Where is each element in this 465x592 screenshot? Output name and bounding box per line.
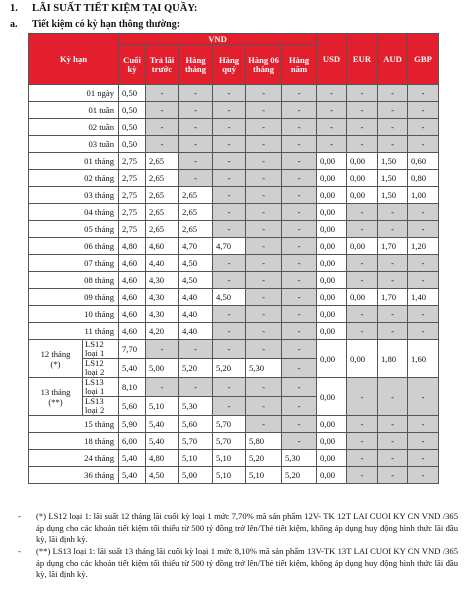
rate-cell: 2,75 [119,221,146,238]
table-row [29,323,439,340]
rate-cell: - [282,85,317,102]
term-label: 01 tháng [29,153,119,170]
rate-cell: 7,70 [119,340,146,359]
rate-cell: - [213,187,246,204]
rate-cell: 6,00 [119,433,146,450]
rate-cell: - [282,102,317,119]
term-label: 11 tháng [29,323,119,340]
term-label: 02 tuần [29,119,119,136]
rate-cell: 2,75 [119,204,146,221]
rate-cell: 0,00 [317,187,347,204]
table-row [29,467,439,484]
rate-cell: - [282,378,317,397]
rate-cell: - [408,306,439,323]
table-row [29,433,439,450]
rate-cell: 0,50 [119,102,146,119]
rate-cell: 4,70 [213,238,246,255]
rate-cell: - [246,238,282,255]
rate-cell: 4,60 [119,289,146,306]
table-row [29,340,439,359]
vnd-col-header: Hàng 06 tháng [246,45,282,85]
rate-cell: 5,40 [146,416,179,433]
eur-header: EUR [347,34,378,85]
rate-cell: 4,50 [146,467,179,484]
rate-cell: - [282,289,317,306]
rate-cell: - [347,204,378,221]
rate-cell: - [146,119,179,136]
rate-cell: - [282,397,317,416]
rate-cell: - [378,255,408,272]
rate-cell: 4,60 [119,255,146,272]
rate-cell: - [146,340,179,359]
rate-cell: 0,00 [347,153,378,170]
rate-cell: - [378,416,408,433]
rate-cell: 1,40 [408,289,439,306]
sub-term-label: LS12 loại 1 [83,340,119,359]
rate-cell: - [213,340,246,359]
rate-cell: 0,00 [317,272,347,289]
table-row [29,450,439,467]
term-label: 24 tháng [29,450,119,467]
term-label: 09 tháng [29,289,119,306]
rate-cell: - [347,467,378,484]
rate-cell: 0,60 [408,153,439,170]
rate-cell: - [408,433,439,450]
table-row [29,204,439,221]
term-label: 01 ngày [29,85,119,102]
rate-cell: - [408,119,439,136]
rate-cell: - [179,153,213,170]
rate-cell: - [347,136,378,153]
rate-cell: - [408,136,439,153]
rate-cell: 2,75 [119,153,146,170]
table-row [29,102,439,119]
rate-cell: 5,20 [246,450,282,467]
rate-cell: - [146,136,179,153]
rate-cell: - [246,416,282,433]
rate-cell: 0,00 [347,170,378,187]
rate-cell: - [317,102,347,119]
rate-cell: - [347,306,378,323]
rate-cell: - [408,204,439,221]
table-row [29,136,439,153]
rate-cell: 0,00 [317,416,347,433]
aud-header: AUD [378,34,408,85]
rate-cell: - [408,102,439,119]
rate-cell: - [246,306,282,323]
rate-cell: - [246,85,282,102]
rate-cell: - [317,119,347,136]
rate-cell: 4,30 [146,289,179,306]
rate-cell: - [408,255,439,272]
rate-cell: - [408,378,439,416]
rate-cell: - [378,433,408,450]
table-row [29,119,439,136]
rate-cell: - [347,323,378,340]
rate-cell: - [347,416,378,433]
rate-cell: - [378,204,408,221]
term-label: 07 tháng [29,255,119,272]
rate-cell: 4,40 [179,289,213,306]
rate-cell: - [282,323,317,340]
rate-cell: - [179,378,213,397]
rate-cell: - [213,153,246,170]
footnote-ls13: - (**) LS13 loại 1: lãi suất 13 tháng lãi cuối kỳ loại 1 mức 8,10% mã sản phẩm 13V-TK 13T LAI CUOI KY CN VND /365 áp dụng cho các khoản tiết kiệm tối thiểu từ 500 tỷ đồng trở lên/Thẻ tiết kiệm, không áp dụng huy động hình thức lãi đầu kỳ, lãi định kỳ. [18,546,458,579]
rate-cell: 4,70 [179,238,213,255]
rate-cell: - [347,119,378,136]
vnd-col-header: Hàng tháng [179,45,213,85]
rate-cell: 0,00 [317,153,347,170]
rate-cell: - [246,204,282,221]
rate-cell: 8,10 [119,378,146,397]
term-label: 36 tháng [29,467,119,484]
rate-cell: - [347,433,378,450]
rate-cell: - [179,340,213,359]
rate-cell: - [282,187,317,204]
rate-cell: - [347,255,378,272]
term-label: 03 tháng [29,187,119,204]
term-label: 01 tuần [29,102,119,119]
rate-cell: - [213,102,246,119]
rate-cell: 4,60 [119,272,146,289]
rate-cell: - [246,119,282,136]
rate-cell: - [378,136,408,153]
rate-cell: - [282,136,317,153]
rate-cell: - [213,378,246,397]
rate-cell: - [213,255,246,272]
rate-cell: - [378,221,408,238]
rate-cell: - [317,136,347,153]
rate-cell: - [179,102,213,119]
rate-cell: - [213,221,246,238]
rate-cell: 5,40 [146,433,179,450]
rate-cell: 5,40 [119,359,146,378]
sub-term-label: LS12 loại 2 [83,359,119,378]
rate-cell: 4,50 [179,272,213,289]
rate-cell: - [146,102,179,119]
rate-cell: - [378,119,408,136]
rate-cell: - [213,204,246,221]
table-row [29,238,439,255]
table-row [29,153,439,170]
term-header: Kỳ hạn [29,34,119,85]
table-row [29,306,439,323]
rate-cell: 5,20 [213,359,246,378]
rate-cell: - [213,170,246,187]
rate-cell: 5,10 [213,450,246,467]
rate-cell: - [246,102,282,119]
rate-cell: 0,00 [317,323,347,340]
rate-cell: 4,80 [146,450,179,467]
rate-cell: 4,60 [119,306,146,323]
rate-cell: 4,40 [179,306,213,323]
term-label: 18 tháng [29,433,119,450]
rate-cell: 2,65 [146,187,179,204]
term-label: 12 tháng (*) [29,340,83,378]
rate-cell: 0,00 [347,238,378,255]
rate-cell: - [246,187,282,204]
rate-cell: 2,65 [179,204,213,221]
rate-cell: - [213,272,246,289]
rate-cell: 1,20 [408,238,439,255]
table-row [29,255,439,272]
rate-cell: - [408,416,439,433]
rate-cell: 2,65 [146,153,179,170]
rate-cell: 0,00 [317,204,347,221]
interest-rate-table [28,33,439,484]
rate-cell: - [378,467,408,484]
rate-cell: - [213,323,246,340]
rate-cell: 5,20 [179,359,213,378]
rate-cell: - [282,170,317,187]
rate-cell: - [282,153,317,170]
rate-cell: - [347,378,378,416]
rate-cell: - [282,433,317,450]
rate-cell: 2,65 [146,221,179,238]
rate-cell: 1,50 [378,153,408,170]
rate-cell: 4,50 [179,255,213,272]
rate-cell: - [378,323,408,340]
rate-cell: - [408,85,439,102]
rate-cell: 5,90 [119,416,146,433]
usd-header: USD [317,34,347,85]
rate-cell: - [246,272,282,289]
rate-cell: - [282,359,317,378]
rate-cell: - [408,221,439,238]
rate-cell: - [282,255,317,272]
rate-cell: - [347,102,378,119]
rate-cell: 0,00 [317,378,347,416]
term-label: 02 tháng [29,170,119,187]
rate-cell: - [282,204,317,221]
rate-cell: 4,50 [213,289,246,306]
subsection-number: a. [10,19,18,30]
rate-cell: - [213,136,246,153]
rate-cell: 2,75 [119,187,146,204]
term-label: 05 tháng [29,221,119,238]
rate-cell: 2,65 [146,170,179,187]
rate-cell: - [179,136,213,153]
term-label: 13 tháng (**) [29,378,83,416]
rate-cell: 2,65 [146,204,179,221]
rate-cell: 0,00 [317,433,347,450]
rate-cell: 0,00 [347,187,378,204]
rate-cell: - [378,378,408,416]
rate-cell: 5,30 [179,397,213,416]
subsection-title: Tiết kiệm có kỳ hạn thông thường: [32,19,181,30]
vnd-col-header: Trả lãi trước [146,45,179,85]
vnd-header: VND [119,34,317,45]
vnd-col-header: Hàng năm [282,45,317,85]
rate-cell: - [146,85,179,102]
rate-cell: 0,00 [347,340,378,378]
rate-cell: - [179,170,213,187]
rate-cell: 1,80 [378,340,408,378]
term-label: 10 tháng [29,306,119,323]
subsection-heading [10,19,180,30]
rate-cell: - [246,221,282,238]
table-row [29,187,439,204]
rate-cell: - [282,272,317,289]
rate-cell: 5,10 [146,397,179,416]
rate-cell: 1,60 [408,340,439,378]
rate-cell: - [246,136,282,153]
rate-cell: 4,20 [146,323,179,340]
rate-cell: 4,80 [119,238,146,255]
rate-cell: 4,40 [179,323,213,340]
table-row [29,289,439,306]
rate-cell: - [246,255,282,272]
sub-term-label: LS13 loại 2 [83,397,119,416]
rate-cell: - [347,272,378,289]
table-row [29,170,439,187]
rate-cell: - [246,340,282,359]
rate-cell: 1,00 [408,187,439,204]
rate-cell: 0,00 [317,467,347,484]
rate-cell: 0,80 [408,170,439,187]
rate-cell: - [347,221,378,238]
term-label: 03 tuần [29,136,119,153]
rate-cell: 0,00 [317,221,347,238]
rate-cell: - [179,85,213,102]
rate-cell: 5,20 [282,467,317,484]
rate-cell: 5,70 [179,433,213,450]
footnote-ls12: - (*) LS12 loại 1: lãi suất 12 tháng lãi cuối kỳ loại 1 mức 7,70% mã sản phẩm 12V- TK 12T LAI CUOI KY CN VND /365 áp dụng cho các khoản tiết kiệm tối thiểu từ 500 tỷ đồng trở lên/Thẻ tiết kiệm, không áp dụng huy động hình thức lãi đầu kỳ, lãi định kỳ. [18,511,458,544]
rate-cell: - [378,306,408,323]
table-row [29,416,439,433]
term-label: 15 tháng [29,416,119,433]
rate-cell: - [408,450,439,467]
rate-cell: 5,30 [282,450,317,467]
rate-cell: - [408,323,439,340]
rate-cell: - [246,397,282,416]
rate-cell: 0,50 [119,85,146,102]
table-row [29,272,439,289]
rate-cell: 0,50 [119,136,146,153]
term-label: 08 tháng [29,272,119,289]
rate-cell: - [347,85,378,102]
rate-cell: - [282,340,317,359]
rate-cell: 5,70 [213,416,246,433]
rate-cell: - [146,378,179,397]
rate-cell: 2,65 [179,187,213,204]
rate-cell: 4,40 [146,255,179,272]
rate-cell: 5,40 [119,467,146,484]
rate-cell: 5,00 [179,467,213,484]
rate-cell: 0,00 [317,255,347,272]
rate-cell: - [282,119,317,136]
vnd-col-header: Cuối kỳ [119,45,146,85]
rate-cell: 2,75 [119,170,146,187]
rate-cell: 5,40 [119,450,146,467]
rate-cell: 1,50 [378,170,408,187]
section-heading [10,3,197,14]
rate-cell: - [378,102,408,119]
rate-cell: 5,60 [179,416,213,433]
rate-cell: 5,80 [246,433,282,450]
rate-cell: - [246,323,282,340]
section-number: 1. [10,3,18,14]
term-label: 06 tháng [29,238,119,255]
rate-cell: 0,00 [317,170,347,187]
rate-cell: - [282,221,317,238]
rate-cell: - [246,170,282,187]
table-row [29,85,439,102]
rate-cell: 5,00 [146,359,179,378]
rate-cell: 4,30 [146,306,179,323]
rate-cell: 5,10 [179,450,213,467]
rate-cell: - [213,306,246,323]
rate-cell: 0,00 [317,306,347,323]
rate-cell: 1,70 [378,289,408,306]
rate-cell: - [213,85,246,102]
sub-term-label: LS13 loại 1 [83,378,119,397]
rate-cell: 2,65 [179,221,213,238]
rate-cell: 4,60 [146,238,179,255]
rate-cell: 5,30 [246,359,282,378]
table-row [29,221,439,238]
rate-cell: - [378,272,408,289]
rate-cell: - [408,467,439,484]
rate-cell: 1,50 [378,187,408,204]
gbp-header: GBP [408,34,439,85]
rate-cell: - [282,416,317,433]
rate-cell: - [246,153,282,170]
rate-cell: 0,00 [317,340,347,378]
term-label: 04 tháng [29,204,119,221]
rate-cell: 4,60 [119,323,146,340]
rate-cell: - [246,289,282,306]
rate-cell: 0,50 [119,119,146,136]
rate-cell: - [347,450,378,467]
table-row [29,378,439,397]
rate-cell: 0,00 [317,289,347,306]
rate-cell: - [378,85,408,102]
rate-cell: - [213,119,246,136]
rate-cell: 0,00 [317,238,347,255]
rate-cell: 4,30 [146,272,179,289]
rate-cell: 0,00 [347,289,378,306]
rate-cell: 5,10 [213,467,246,484]
section-title: LÃI SUẤT TIẾT KIỆM TẠI QUẦY: [32,3,198,14]
rate-cell: 0,00 [317,450,347,467]
rate-cell: - [213,397,246,416]
rate-cell: 5,70 [213,433,246,450]
rate-cell: - [317,85,347,102]
rate-cell: 5,10 [246,467,282,484]
rate-cell: - [282,306,317,323]
rate-cell: - [282,238,317,255]
rate-cell: - [408,272,439,289]
vnd-col-header: Hàng quý [213,45,246,85]
rate-cell: 5,60 [119,397,146,416]
rate-cell: 1,70 [378,238,408,255]
rate-cell: - [378,450,408,467]
rate-cell: - [246,378,282,397]
rate-cell: - [179,119,213,136]
